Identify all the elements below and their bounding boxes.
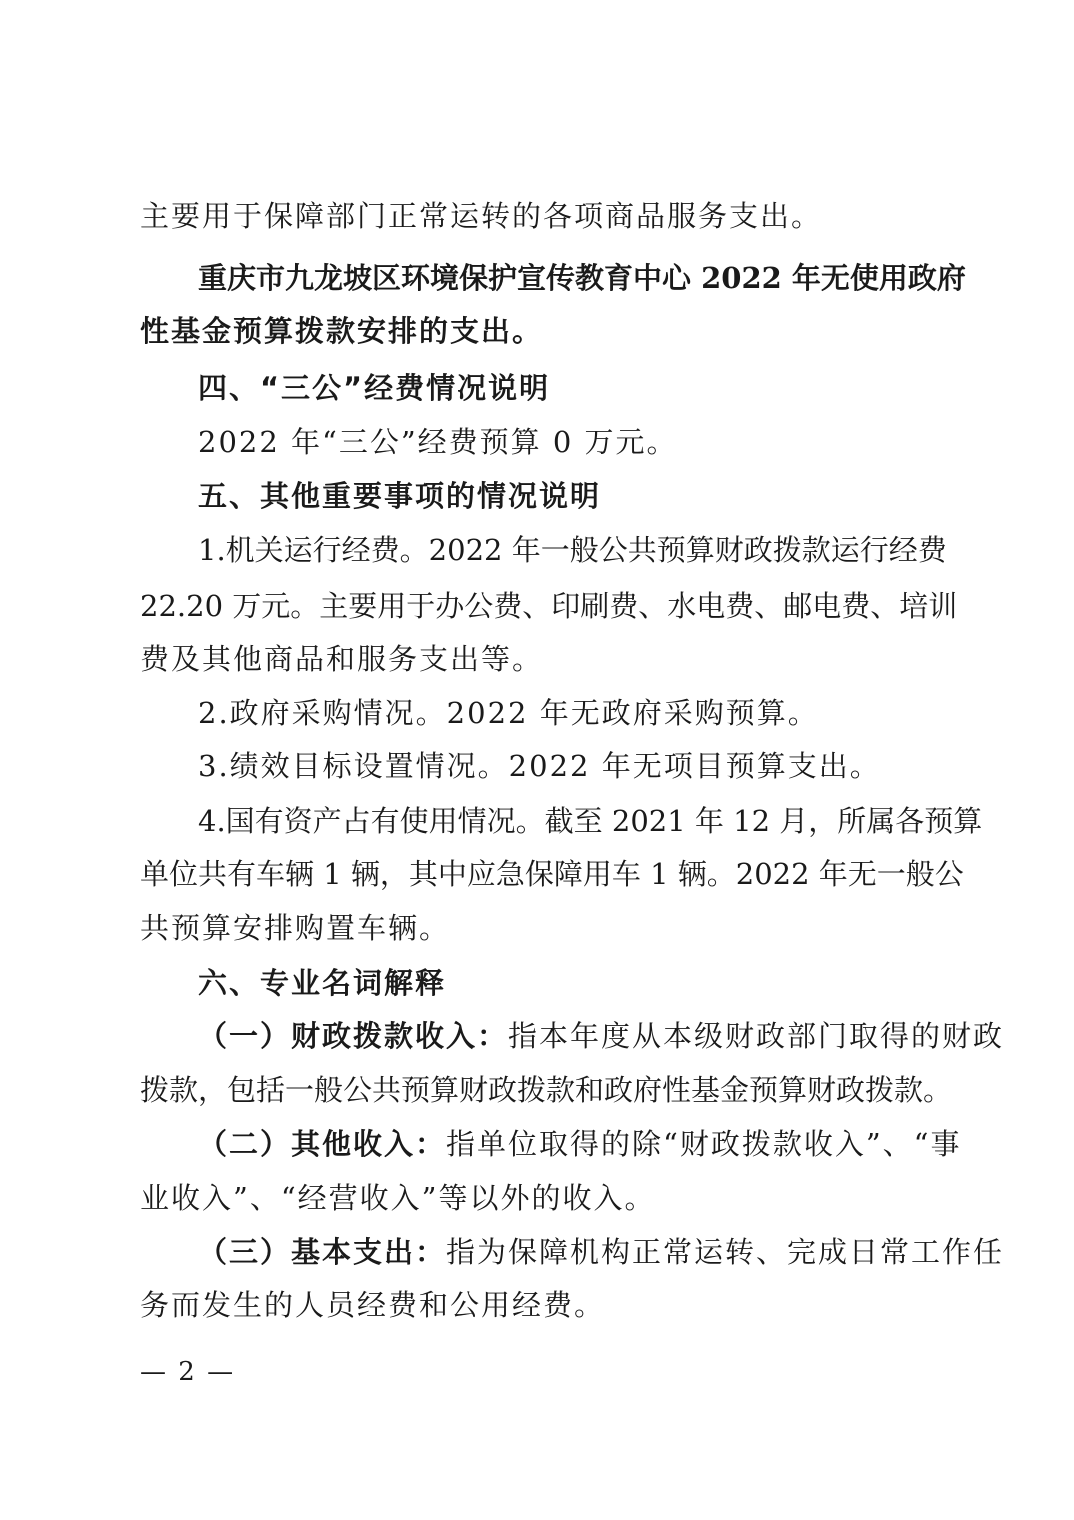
paragraph-line: 拨款，包括一般公共预算财政拨款和政府性基金预算财政拨款。 bbox=[140, 1073, 953, 1107]
term-definition bbox=[140, 1016, 1005, 1056]
paragraph-line: 2022 年“三公”经费预算 0 万元。 bbox=[198, 425, 678, 459]
term-definition bbox=[140, 1232, 1005, 1272]
paragraph-line: 22.20 万元。主要用于办公费、印刷费、水电费、邮电费、培训 bbox=[140, 589, 958, 623]
section-heading-six: 六、专业名词解释 bbox=[198, 966, 447, 1000]
paragraph-line: 单位共有车辆 1 辆，其中应急保障用车 1 辆。2022 年无一般公 bbox=[140, 857, 964, 891]
term-label: （一）财政拨款收入： bbox=[198, 1019, 509, 1053]
paragraph-line: 3.绩效目标设置情况。2022 年无项目预算支出。 bbox=[198, 749, 881, 783]
paragraph-line: 2.政府采购情况。2022 年无政府采购预算。 bbox=[198, 696, 819, 730]
section-note-bold: 性基金预算拨款安排的支出。 bbox=[140, 314, 544, 348]
paragraph-line: 费及其他商品和服务支出等。 bbox=[140, 642, 544, 676]
term-definition bbox=[140, 1124, 962, 1164]
section-heading-five: 五、其他重要事项的情况说明 bbox=[198, 479, 602, 513]
paragraph-line: 业收入”、“经营收入”等以外的收入。 bbox=[140, 1181, 656, 1215]
section-note-bold: 重庆市九龙坡区环境保护宣传教育中心 2022 年无使用政府 bbox=[198, 261, 966, 295]
page-number: — 2 — bbox=[140, 1357, 236, 1387]
paragraph-line: 1.机关运行经费。2022 年一般公共预算财政拨款运行经费 bbox=[198, 533, 947, 567]
paragraph-line: 4.国有资产占有使用情况。截至 2021 年 12 月，所属各预算 bbox=[198, 804, 983, 838]
paragraph-line: 共预算安排购置车辆。 bbox=[140, 911, 451, 945]
section-heading-four: 四、“三公”经费情况说明 bbox=[198, 371, 551, 405]
paragraph-line: 主要用于保障部门正常运转的各项商品服务支出。 bbox=[140, 199, 823, 233]
paragraph-line: 务而发生的人员经费和公用经费。 bbox=[140, 1288, 606, 1322]
term-text: 指本年度从本级财政部门取得的财政 bbox=[508, 1019, 1005, 1053]
term-label: （三）基本支出： bbox=[198, 1235, 447, 1269]
term-text: 指单位取得的除“财政拨款收入”、“事 bbox=[446, 1127, 962, 1161]
term-label: （二）其他收入： bbox=[198, 1127, 447, 1161]
term-text: 指为保障机构正常运转、完成日常工作任 bbox=[446, 1235, 1005, 1269]
